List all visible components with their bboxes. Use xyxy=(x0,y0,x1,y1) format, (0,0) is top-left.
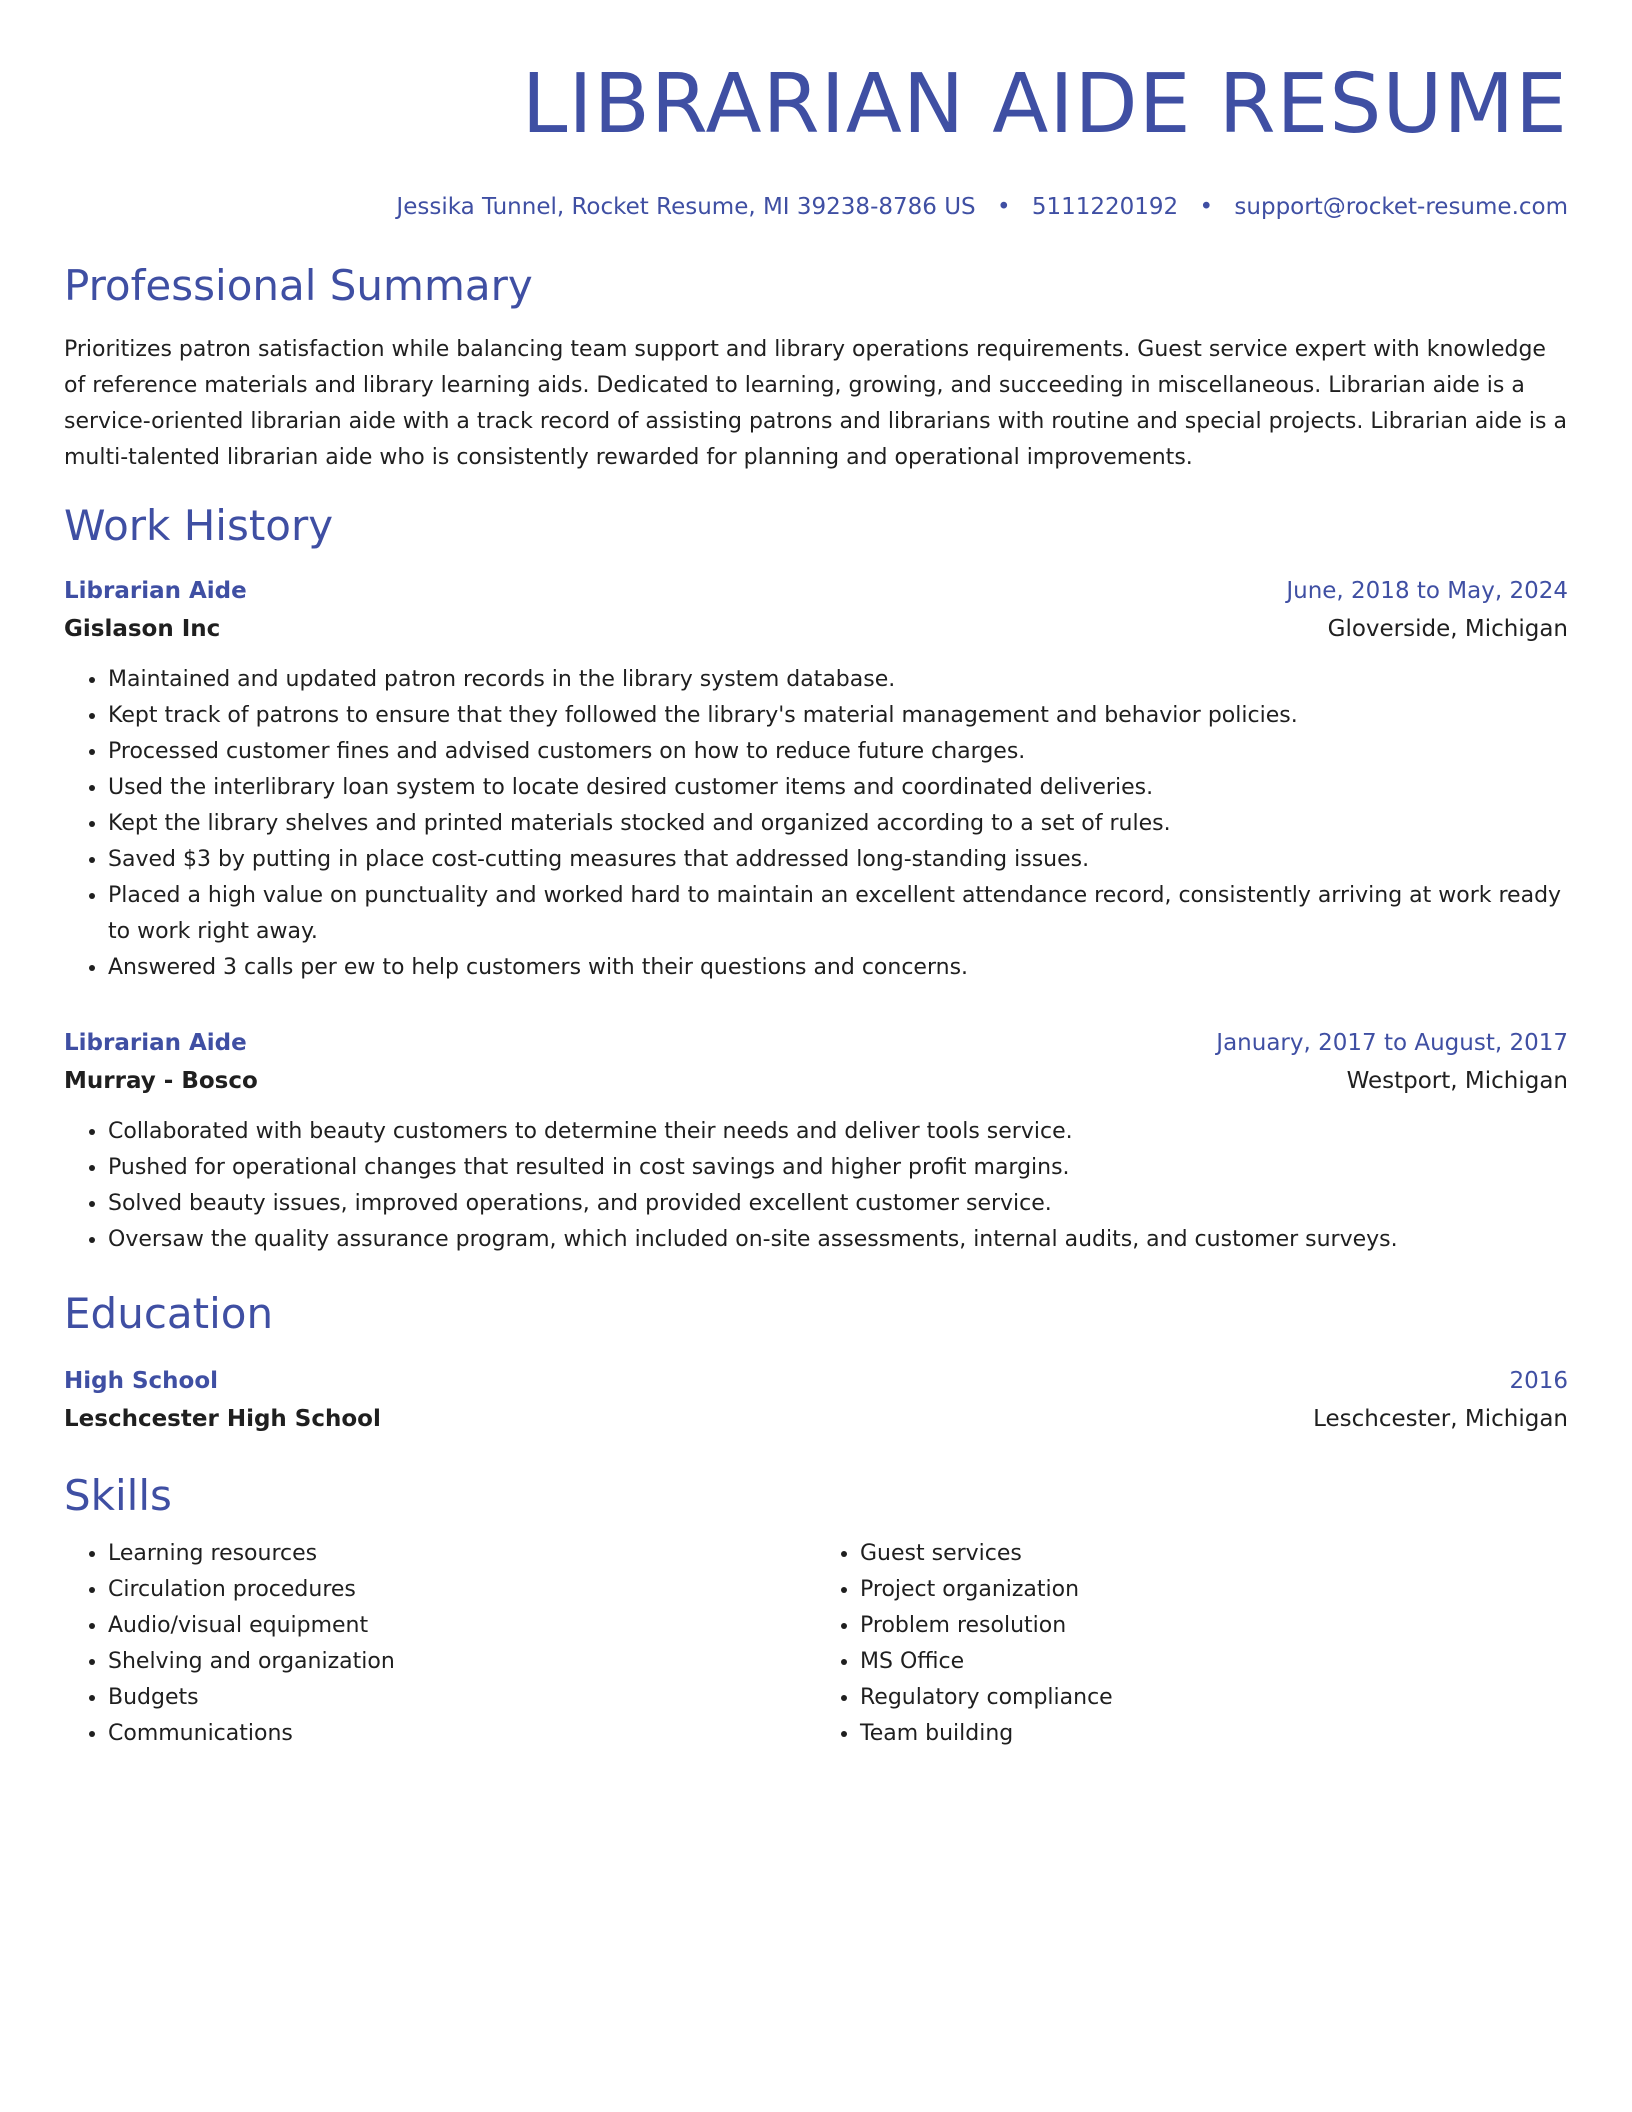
skill-item: • Communications xyxy=(108,1716,816,1752)
education-year: 2016 xyxy=(1509,1368,1568,1394)
job-bullet: • Placed a high value on punctuality and worked hard to maintain an excellent attendance record, consistently arriving at work ready to work right away. xyxy=(108,878,1568,950)
education-location: Leschcester, Michigan xyxy=(1313,1406,1568,1432)
job-header xyxy=(64,572,1568,610)
skills-column-right xyxy=(816,1536,1568,1752)
job-bullet: • Pushed for operational changes that resulted in cost savings and higher profit margins. xyxy=(108,1150,1568,1186)
job-bullet: • Answered 3 calls per ew to help customers with their questions and concerns. xyxy=(108,950,1568,986)
job-bullet: • Saved $3 by putting in place cost-cutting measures that addressed long-standing issues. xyxy=(108,842,1568,878)
job-bullet: • Used the interlibrary loan system to locate desired customer items and coordinated deliveries. xyxy=(108,770,1568,806)
job-bullet: • Maintained and updated patron records in the library system database. xyxy=(108,662,1568,698)
skill-item: • MS Office xyxy=(860,1644,1568,1680)
job-header xyxy=(64,1024,1568,1062)
summary-text: Prioritizes patron satisfaction while balancing team support and library operations requirements. Guest service expert with knowledge of reference materials and library learning aids. Dedicated to learning, growing, and succeeding in miscellaneous. Librarian aide is a service-oriented librarian aide with a track record of assisting patrons and librarians with routine and special projects. Librarian aide is a multi-talented librarian aide who is consistently rewarded for planning and operational improvements. xyxy=(64,337,1567,470)
job-title: Librarian Aide xyxy=(64,578,247,604)
skill-item: • Team building xyxy=(860,1716,1568,1752)
education-heading: Education xyxy=(64,1289,274,1338)
education-school: Leschcester High School xyxy=(64,1406,381,1432)
job-company-row xyxy=(64,610,1568,648)
job-title: Librarian Aide xyxy=(64,1030,247,1056)
job-location: Westport, Michigan xyxy=(1346,1068,1568,1094)
job-company-row xyxy=(64,1062,1568,1100)
job-company: Murray - Bosco xyxy=(64,1068,258,1094)
skills-column-left xyxy=(64,1536,816,1752)
education-entry xyxy=(64,1362,1568,1438)
skill-item: • Budgets xyxy=(108,1680,816,1716)
job-location: Gloverside, Michigan xyxy=(1327,616,1568,642)
job-bullet: • Kept the library shelves and printed materials stocked and organized according to a set of rules. xyxy=(108,806,1568,842)
summary-heading: Professional Summary xyxy=(64,261,533,310)
skills-heading: Skills xyxy=(64,1471,172,1520)
skill-item: • Audio/visual equipment xyxy=(108,1608,816,1644)
job-bullet: • Collaborated with beauty customers to determine their needs and deliver tools service. xyxy=(108,1114,1568,1150)
job-bullets xyxy=(64,662,1568,986)
skills-list xyxy=(64,1536,1568,1752)
job-bullet: • Processed customer fines and advised customers on how to reduce future charges. xyxy=(108,734,1568,770)
job-bullet: • Kept track of patrons to ensure that they followed the library's material management and behavior policies. xyxy=(108,698,1568,734)
skill-item: • Circulation procedures xyxy=(108,1572,816,1608)
education-degree: High School xyxy=(64,1368,219,1394)
skill-item: • Shelving and organization xyxy=(108,1644,816,1680)
education-school-row xyxy=(64,1400,1568,1438)
skill-item: • Problem resolution xyxy=(860,1608,1568,1644)
job-bullet: • Oversaw the quality assurance program, which included on-site assessments, internal audits, and customer surveys. xyxy=(108,1222,1568,1258)
job-bullets xyxy=(64,1114,1568,1258)
job-dates: January, 2017 to August, 2017 xyxy=(1216,1030,1568,1056)
work-history-heading: Work History xyxy=(64,501,334,550)
job-bullet: • Solved beauty issues, improved operations, and provided excellent customer service. xyxy=(108,1186,1568,1222)
contact-address: Jessika Tunnel, Rocket Resume, MI 39238-8786 US xyxy=(396,194,976,220)
contact-phone: 5111220192 xyxy=(1031,194,1179,220)
contact-email: support@rocket-resume.com xyxy=(1234,194,1568,220)
resume-title: LIBRARIAN AIDE RESUME xyxy=(521,57,1568,152)
contact-separator: • xyxy=(1199,194,1214,220)
contact-line xyxy=(64,190,1568,224)
job-company: Gislason Inc xyxy=(64,616,221,642)
skill-item: • Regulatory compliance xyxy=(860,1680,1568,1716)
skill-item: • Guest services xyxy=(860,1536,1568,1572)
contact-separator: • xyxy=(996,194,1011,220)
skill-item: • Learning resources xyxy=(108,1536,816,1572)
job-entry xyxy=(64,1024,1568,1258)
job-entry xyxy=(64,572,1568,986)
skill-item: • Project organization xyxy=(860,1572,1568,1608)
job-dates: June, 2018 to May, 2024 xyxy=(1286,578,1568,604)
education-header xyxy=(64,1362,1568,1400)
